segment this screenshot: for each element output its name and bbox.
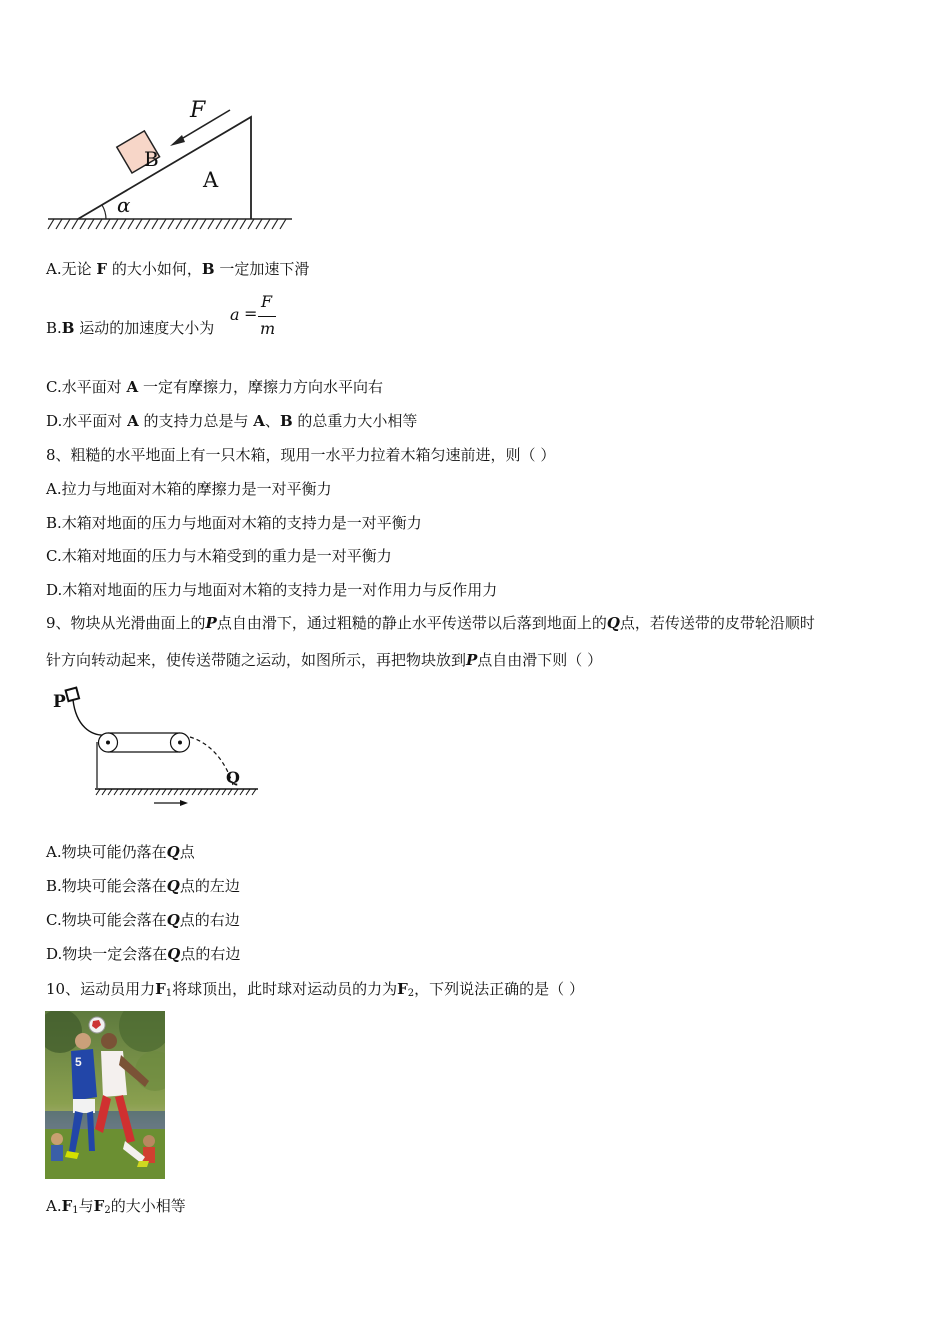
acceleration-formula: a = F m	[230, 292, 276, 338]
incline-figure	[40, 95, 300, 235]
angle-label-alpha: α	[117, 193, 131, 217]
q9-option-b[interactable]: B.物块可能会落在Q点的左边	[46, 877, 240, 895]
conveyor-figure	[50, 685, 270, 815]
q8-option-b[interactable]: B.木箱对地面的压力与地面对木箱的支持力是一对平衡力	[46, 514, 422, 532]
q9-option-d[interactable]: D.物块一定会落在Q点的右边	[46, 945, 241, 963]
q8-option-c[interactable]: C.木箱对地面的压力与木箱受到的重力是一对平衡力	[46, 547, 392, 565]
q9-stem-line1: 9、物块从光滑曲面上的P点自由滑下，通过粗糙的静止水平传送带以后落到地面上的Q点，若传送带的皮带轮沿顺时	[46, 614, 815, 632]
soccer-header-photo	[45, 1011, 165, 1179]
block-label-b: B	[144, 147, 159, 171]
q10-stem: 10、运动员用力$F_1$将球顶出，此时球对运动员的力为$F_2$，下列说法正确的是（ ）	[46, 980, 584, 999]
force-label-f: F	[190, 98, 206, 123]
fraction-bar	[258, 316, 276, 317]
point-q-label: Q	[226, 768, 240, 787]
q9-stem-line2: 针方向转动起来，使传送带随之运动，如图所示，再把物块放到P点自由滑下则（ ）	[46, 651, 603, 669]
q7-option-b[interactable]: B.B 运动的加速度大小为	[46, 319, 215, 337]
jersey-number: 5	[75, 1055, 82, 1069]
q10-option-a[interactable]: $A.F_1$与$F_2$的大小相等	[46, 1197, 186, 1216]
q9-option-c[interactable]: C.物块可能会落在Q点的右边	[46, 911, 240, 929]
q7-option-c[interactable]: C.水平面对 A 一定有摩擦力，摩擦力方向水平向右	[46, 378, 383, 396]
q8-option-d[interactable]: D.木箱对地面的压力与地面对木箱的支持力是一对作用力与反作用力	[46, 581, 498, 599]
q7-option-d[interactable]: D.水平面对 A 的支持力总是与 A、B 的总重力大小相等	[46, 412, 418, 430]
q8-stem: 8、粗糙的水平地面上有一只木箱，现用一水平力拉着木箱匀速前进，则（ ）	[46, 446, 556, 464]
q9-option-a[interactable]: A.物块可能仍落在Q点	[46, 843, 195, 861]
point-p-label: P	[53, 692, 66, 712]
wedge-label-a: A	[203, 168, 219, 192]
q8-option-a[interactable]: A.拉力与地面对木箱的摩擦力是一对平衡力	[46, 480, 332, 498]
q7-option-a[interactable]: A.无论 F 的大小如何，B 一定加速下滑	[46, 260, 310, 278]
